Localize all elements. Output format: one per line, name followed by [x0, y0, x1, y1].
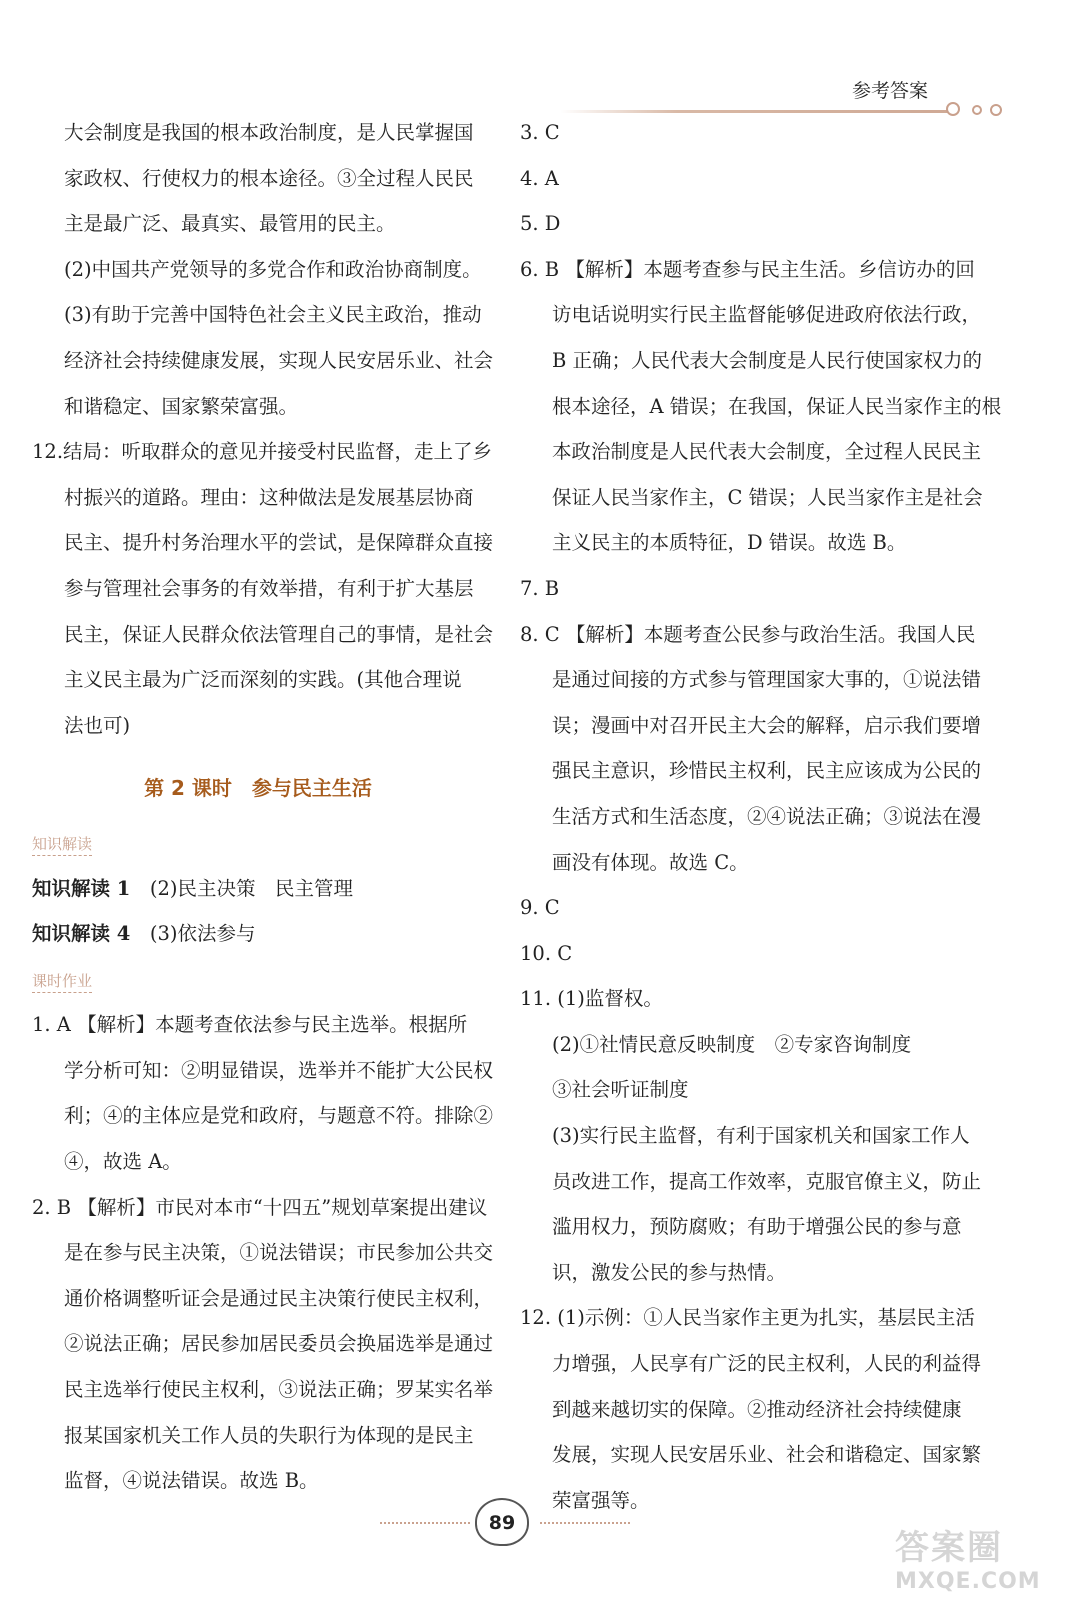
text-line: ②说法正确；居民参加居民委员会换届选举是通过 [64, 1332, 494, 1356]
section-tag: 课时作业 [32, 970, 92, 993]
text-line: 滥用权力，预防腐败；有助于增强公民的参与意 [552, 1215, 962, 1239]
text-line: 12.结局：听取群众的意见并接受村民监督，走上了乡 [32, 440, 493, 464]
left-column [32, 110, 494, 1504]
text-line: (2)①社情民意反映制度 ②专家咨询制度 [552, 1032, 912, 1056]
text-line: 误；漫画中对召开民主大会的解释，启示我们要增 [552, 713, 982, 737]
text-line: 3. C [520, 121, 560, 144]
text-line: 4. A [520, 166, 559, 190]
watermark-text: 答案圈 [895, 1528, 1003, 1568]
text-line: 9. C [520, 896, 560, 920]
text-line: 民主，保证人民群众依法管理自己的事情，是社会 [64, 622, 494, 646]
text-line: ④，故选 A。 [64, 1150, 182, 1174]
section-tag: 知识解读 [32, 833, 92, 856]
text-line: 5. D [520, 212, 561, 236]
knowledge-text: (3)依法参与 [149, 922, 256, 946]
knowledge-text: (2)民主决策 民主管理 [149, 876, 353, 900]
text-line: 根本途径，A 错误；在我国，保证人民当家作主的根 [552, 394, 1002, 418]
header-ornament-circle [972, 105, 982, 115]
knowledge-label: 知识解读 1 [32, 876, 131, 900]
footer-dots [540, 1522, 630, 1524]
text-line: 法也可) [64, 713, 131, 737]
text-line: (3)实行民主监督，有利于国家机关和国家工作人 [552, 1124, 970, 1148]
text-line: 本政治制度是人民代表大会制度，全过程人民民主 [552, 440, 982, 464]
text-line: 主义民主最为广泛而深刻的实践。(其他合理说 [64, 668, 462, 692]
text-line: 8. C 【解析】本题考查公民参与政治生活。我国人民 [520, 622, 976, 646]
text-line: 11. (1)监督权。 [520, 987, 663, 1011]
text-line: 通价格调整听证会是通过民主决策行使民主权利， [64, 1286, 494, 1310]
text-line: 力增强，人民享有广泛的民主权利，人民的利益得 [552, 1352, 982, 1376]
text-line: 生活方式和生活态度，②④说法正确；③说法在漫 [552, 804, 982, 828]
text-line: (2)中国共产党领导的多党合作和政治协商制度。 [64, 257, 482, 281]
text-line: 报某国家机关工作人员的失职行为体现的是民主 [64, 1423, 474, 1447]
text-line: B 正确；人民代表大会制度是人民行使国家权力的 [552, 348, 983, 372]
text-line: 和谐稳定、国家繁荣富强。 [64, 394, 299, 418]
text-line: 保证人民当家作主，C 错误；人民当家作主是社会 [552, 485, 983, 509]
text-line: 发展，实现人民安居乐业、社会和谐稳定、国家繁 [552, 1443, 982, 1467]
watermark-logo [895, 1520, 1055, 1592]
text-line: 参与管理社会事务的有效举措，有利于扩大基层 [64, 576, 474, 600]
text-line: 10. C [520, 941, 573, 965]
section-title: 第 2 课时 参与民主生活 [144, 776, 372, 801]
text-line: 利；④的主体应是党和政府，与题意不符。排除② [64, 1104, 494, 1128]
page-number: 89 [475, 1498, 529, 1546]
knowledge-item [32, 911, 484, 957]
text-line: 6. B 【解析】本题考查参与民主生活。乡信访办的回 [520, 257, 975, 281]
text-line: 主义民主的本质特征，D 错误。故选 B。 [552, 531, 907, 555]
text-line: 2. B 【解析】市民对本市“十四五”规划草案提出建议 [32, 1195, 488, 1219]
text-line: 员改进工作，提高工作效率，克服官僚主义，防止 [552, 1169, 982, 1193]
footer-dots [380, 1522, 470, 1524]
text-line: 识，激发公民的参与热情。 [552, 1260, 787, 1284]
text-line: 到越来越切实的保障。②推动经济社会持续健康 [552, 1397, 962, 1421]
text-line: 主是最广泛、最真实、最管用的民主。 [64, 212, 396, 236]
text-line: 访电话说明实行民主监督能够促进政府依法行政， [552, 303, 982, 327]
text-line: 学分析可知：②明显错误，选举并不能扩大公民权 [64, 1058, 494, 1082]
header-title: 参考答案 [851, 80, 928, 102]
header-ornament-circle [990, 104, 1002, 116]
text-line: 12. (1)示例：①人民当家作主更为扎实，基层民主活 [520, 1306, 975, 1330]
text-line: 监督，④说法错误。故选 B。 [64, 1469, 319, 1493]
knowledge-label: 知识解读 4 [32, 922, 131, 946]
text-line: 荣富强等。 [552, 1488, 650, 1512]
text-line: 民主选举行使民主权利，③说法正确；罗某实名举 [64, 1378, 494, 1402]
knowledge-item [32, 866, 484, 912]
text-line: 经济社会持续健康发展，实现人民安居乐业、社会 [64, 348, 494, 372]
text-line: 7. B [520, 576, 560, 600]
text-line: (3)有助于完善中国特色社会主义民主政治，推动 [64, 303, 482, 327]
text-line: 村振兴的道路。理由：这种做法是发展基层协商 [64, 485, 474, 509]
text-line: 是在参与民主决策，①说法错误；市民参加公共交 [64, 1241, 494, 1265]
text-line: 是通过间接的方式参与管理国家大事的，①说法错 [552, 668, 982, 692]
watermark-url: MXQE.COM [895, 1569, 1041, 1594]
text-line: 家政权、行使权力的根本途径。③全过程人民民 [64, 166, 474, 190]
text-line: 画没有体现。故选 C。 [552, 850, 749, 874]
text-line: 民主、提升村务治理水平的尝试，是保障群众直接 [64, 531, 494, 555]
text-line: ③社会听证制度 [552, 1078, 689, 1102]
text-line: 1. A 【解析】本题考查依法参与民主选举。根据所 [32, 1013, 468, 1037]
right-column [520, 110, 1002, 1523]
text-line: 强民主意识，珍惜民主权利，民主应该成为公民的 [552, 759, 982, 783]
text-line: 大会制度是我国的根本政治制度，是人民掌握国 [64, 121, 474, 144]
